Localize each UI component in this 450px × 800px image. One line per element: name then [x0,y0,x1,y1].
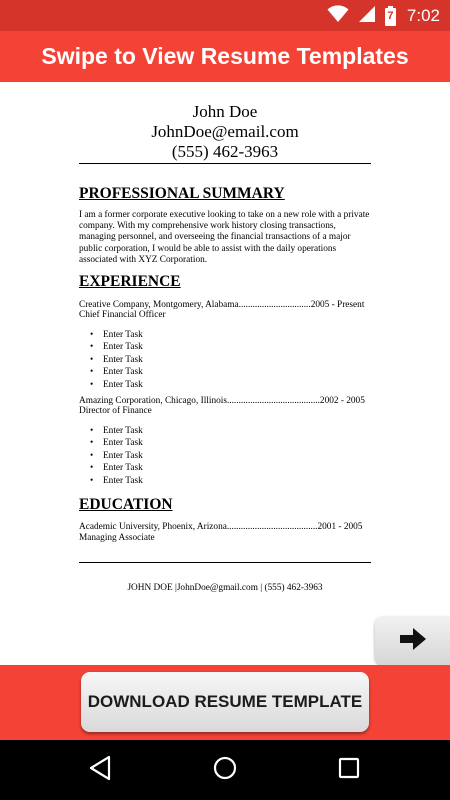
back-icon [88,755,112,786]
education-title: Managing Associate [79,533,155,543]
list-item: • Enter Task [90,475,143,486]
home-icon [212,755,238,786]
resume-phone: (555) 462-3963 [171,142,279,161]
summary-heading: PROFESSIONAL SUMMARY [79,185,285,202]
app-title: Swipe to View Resume Templates [41,43,409,69]
list-item: • Enter Task [90,354,143,365]
list-item: • Enter Task [90,426,143,436]
nav-bar [0,740,450,800]
resume-header [79,102,371,162]
resume-email: JohnDoe@email.com [151,122,299,141]
list-item: • Enter Task [90,450,143,461]
status-bar [0,0,450,31]
wifi-icon [327,5,349,28]
footer-divider [79,562,371,563]
header-divider [79,163,371,164]
job-title: Director of Finance [79,406,152,416]
list-item: • Enter Task [90,379,143,390]
resume-footer: JOHN DOE |JohnDoe@gmail.com | (555) 462-3963 [127,583,323,593]
list-item: • Enter Task [90,438,143,449]
arrow-right-icon [400,628,426,655]
experience-heading: EXPERIENCE [79,273,181,290]
task-list [90,329,143,391]
job-company-line: Amazing Corporation, Chicago, Illinois........................................2002 - 2005 [79,396,365,406]
task-list [90,425,143,487]
next-template-button[interactable] [375,617,450,665]
resume-template-preview[interactable] [0,82,450,665]
job-company-line: Creative Company, Montgomery, Alabama...............................2005 - Present [79,300,365,310]
job-title: Chief Financial Officer [79,310,166,320]
list-item: • Enter Task [90,342,143,353]
battery-level: 7 [387,10,394,22]
nav-recents-button[interactable] [334,755,364,785]
education-school-line: Academic University, Phoenix, Arizona.......................................2001 - 2005 [79,522,363,532]
nav-home-button[interactable] [210,755,240,785]
list-item: • Enter Task [90,463,143,474]
status-time: 7:02 [406,6,440,25]
download-bar [0,665,450,740]
download-resume-button[interactable]: DOWNLOAD RESUME TEMPLATE [81,672,369,732]
battery-icon [385,6,396,26]
list-item: • Enter Task [90,367,143,378]
signal-icon [358,5,376,28]
app-bar [0,31,450,82]
recents-icon [338,757,360,784]
resume-name: John Doe [192,102,258,121]
status-icons [327,5,440,27]
nav-back-button[interactable] [85,755,115,785]
education-heading: EDUCATION [79,496,173,513]
summary-text: I am a former corporate executive looking to take on a new role with a private company. With my comprehensive work history closing transactions, managing personnel, and overseeing the financial transactions of a major public corporation, I would be able to assist with the daily operations associated with XYZ Corporation. [79,210,370,265]
list-item: • Enter Task [90,330,143,340]
